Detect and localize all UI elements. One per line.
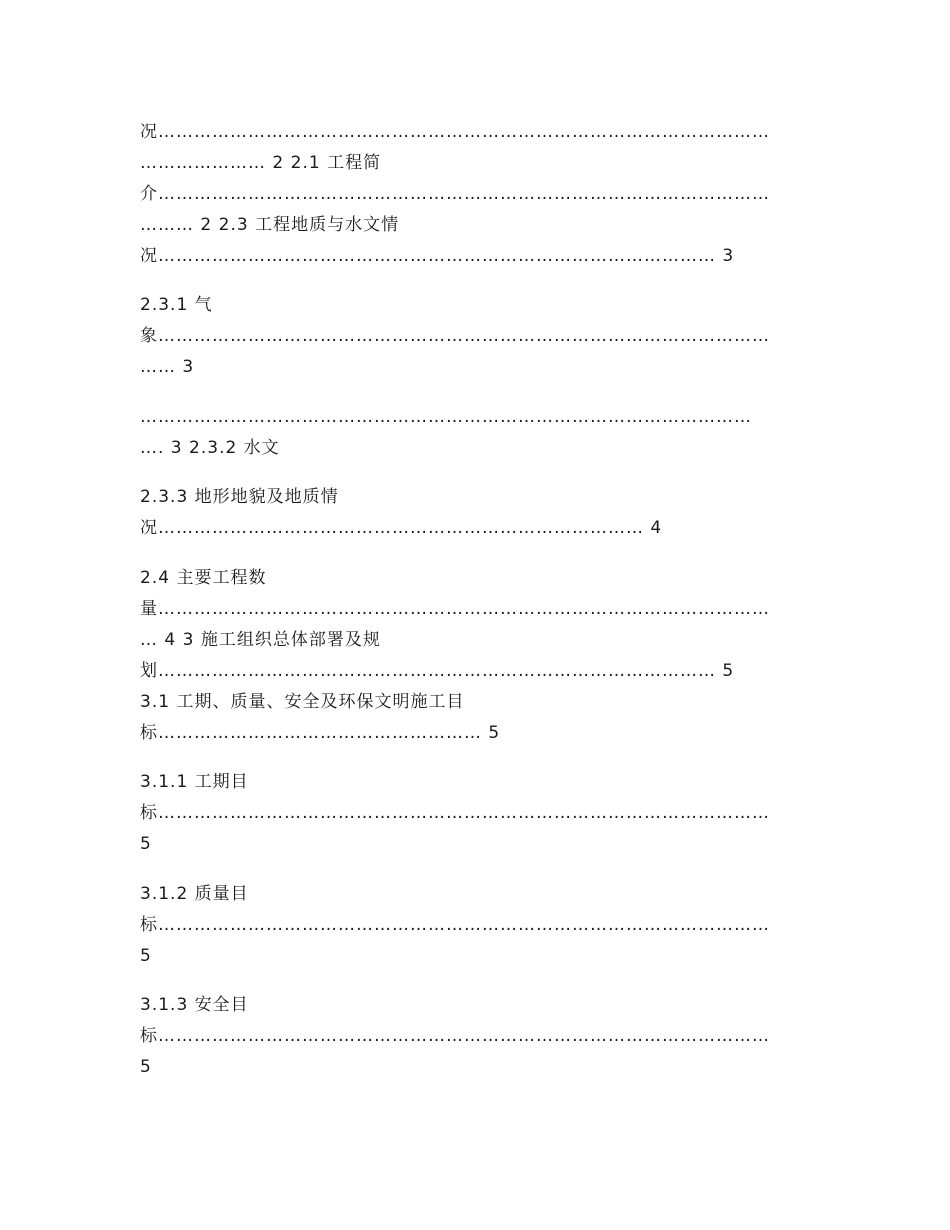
- toc-line: …. 3 2.3.2 水文: [140, 438, 280, 458]
- toc-line: 标…………………………………………………………………………………………: [140, 1026, 770, 1046]
- toc-line: 划………………………………………………………………………………… 5: [140, 661, 735, 681]
- toc-line: 3.1.3 安全目: [140, 995, 249, 1015]
- toc-line: 量…………………………………………………………………………………………: [140, 599, 770, 619]
- toc-line: 2.4 主要工程数: [140, 568, 267, 588]
- toc-line: 3.1.2 质量目: [140, 884, 249, 904]
- toc-line: …… 3: [140, 357, 195, 377]
- toc-line: 2.3.3 地形地貌及地质情: [140, 487, 339, 507]
- toc-line: 5: [140, 1057, 152, 1077]
- toc-line: 标…………………………………………………………………………………………: [140, 915, 770, 935]
- toc-line: 象…………………………………………………………………………………………: [140, 326, 770, 346]
- toc-line: 5: [140, 834, 152, 854]
- toc-line: 标……………………………………………… 5: [140, 723, 501, 743]
- toc-line: ………………… 2 2.1 工程简: [140, 153, 382, 173]
- toc-line: ……… 2 2.3 工程地质与水文情: [140, 215, 400, 235]
- toc-line: 2.3.1 气: [140, 295, 213, 315]
- toc-line: 况……………………………………………………………………… 4: [140, 518, 663, 538]
- toc-line: … 4 3 施工组织总体部署及规: [140, 630, 381, 650]
- toc-line: …………………………………………………………………………………………: [140, 407, 752, 427]
- toc-line: 况………………………………………………………………………………… 3: [140, 246, 735, 266]
- toc-line: 3.1.1 工期目: [140, 772, 249, 792]
- toc-line: 标…………………………………………………………………………………………: [140, 803, 770, 823]
- toc-line: 5: [140, 946, 152, 966]
- toc-line: 3.1 工期、质量、安全及环保文明施工目: [140, 692, 465, 712]
- toc-line: 况…………………………………………………………………………………………: [140, 122, 770, 142]
- toc-line: 介…………………………………………………………………………………………: [140, 184, 770, 204]
